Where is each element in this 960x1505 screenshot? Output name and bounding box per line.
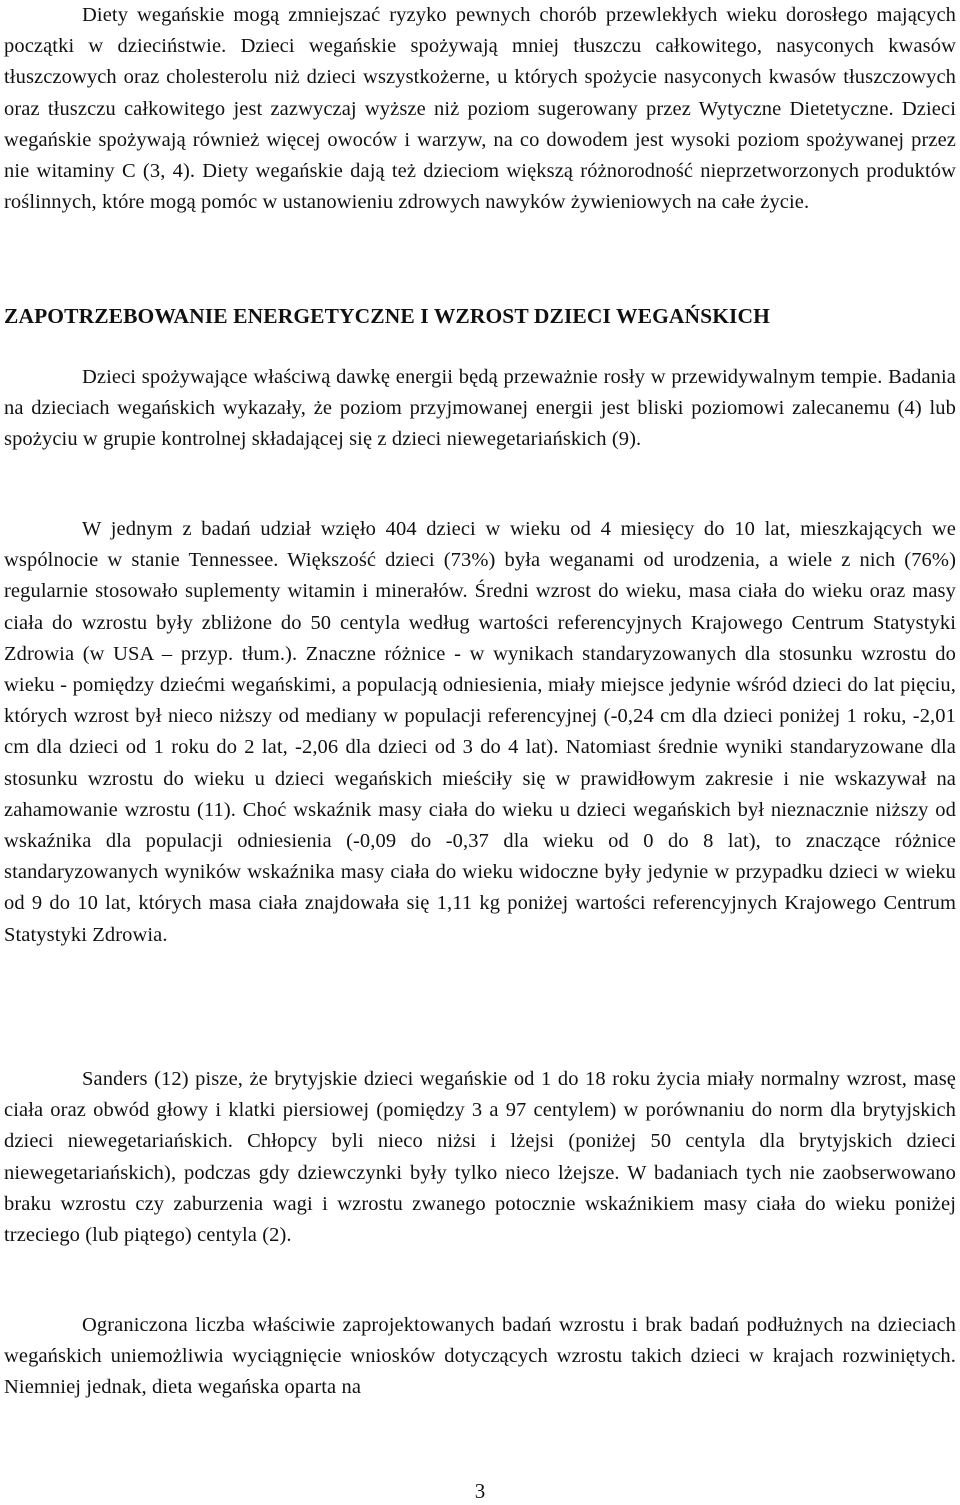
paragraph-tennessee-study: W jednym z badań udział wzięło 404 dzieci w wieku od 4 miesięcy do 10 lat, mieszkających we wspólnocie w stanie Tennessee. Większość dzieci (73%) była weganami od urodzenia, a wiele z nich (76%) regularnie stosowało suplementy witamin i minerałów. Średni wzrost do wieku, masa ciała do wieku oraz masy ciała do wzrostu były zbliżone do 50 centyla według wartości referencyjnych Krajowego Centrum Statystyki Zdrowia (w USA – przyp. tłum.). Znaczne różnice - w wynikach standaryzowanych dla stosunku wzrostu do wieku - pomiędzy dziećmi wegańskimi, a populacją odniesienia, miały miejsce jedynie wśród dzieci do lat pięciu, których wzrost był nieco niższy od mediany w populacji referencyjnej (-0,24 cm dla dzieci poniżej 1 roku, -2,01 cm dla dzieci od 1 roku do 2 lat, -2,06 dla dzieci od 3 do 4 lat). Natomiast średnie wyniki standaryzowane dla stosunku wzrostu do wieku u dzieci wegańskich mieściły się w prawidłowym zakresie i nie wskazywał na zahamowanie wzrostu (11). Choć wskaźnik masy ciała do wieku u dzieci wegańskich był nieznacznie niższy od wskaźnika dla populacji odniesienia (-0,09 do -0,37 dla wieku od 0 do 8 lat), to znaczące różnice standaryzowanych wyników wskaźnika masy ciała do wieku widoczne były jedynie w przypadku dzieci w wieku od 9 do 10 lat, których masa ciała znajdowała się 1,11 kg poniżej wartości referencyjnych Krajowego Centrum Statystyki Zdrowia. <box>4 518 956 946</box>
paragraph-sanders-study: Sanders (12) pisze, że brytyjskie dzieci wegańskie od 1 do 18 roku życia miały normalny wzrost, masę ciała oraz obwód głowy i klatki piersiowej (pomiędzy 3 a 97 centylem) w porównaniu do norm dla brytyjskich dzieci niewegetariańskich. Chłopcy byli nieco niżsi i lżejsi (poniżej 50 centyla dla brytyjskich dzieci niewegetariańskich), podczas gdy dziewczynki były tylko nieco lżejsze. W badaniach tych nie zaobserwowano braku wzrostu czy zaburzenia wagi i wzrostu zwanego potocznie wskaźnikiem masy ciała do wieku poniżej trzeciego (lub piątego) centyla (2). <box>4 1068 956 1247</box>
page-number: 3 <box>474 1479 486 1503</box>
paragraph-vegan-diet-benefits: Diety wegańskie mogą zmniejszać ryzyko pewnych chorób przewlekłych wieku dorosłego mających początki w dzieciństwie. Dzieci wegańskie spożywają mniej tłuszczu całkowitego, nasyconych kwasów tłuszczowych oraz cholesterolu niż dzieci wszystkożerne, u których spożycie nasyconych kwasów tłuszczowych oraz tłuszczu całkowitego jest zazwyczaj wyższe niż poziom sugerowany przez Wytyczne Dietetyczne. Dzieci wegańskie spożywają również więcej owoców i warzyw, na co dowodem jest wysoki poziom spożywanej przez nie witaminy C (3, 4). Diety wegańskie dają też dzieciom większą różnorodność nieprzetworzonych produktów roślinnych, które mogą pomóc w ustanowieniu zdrowych nawyków żywieniowych na całe życie. <box>4 4 956 214</box>
section-heading: ZAPOTRZEBOWANIE ENERGETYCZNE I WZROST DZIECI WEGAŃSKICH <box>4 304 770 328</box>
paragraph-energy-intake: Dzieci spożywające właściwą dawkę energii będą przeważnie rosły w przewidywalnym tempie. Badania na dzieciach wegańskich wykazały, że poziom przyjmowanej energii jest bliski poziomowi zalecanemu (4) lub spożyciu w grupie kontrolnej składającej się z dzieci niewegetariańskich (9). <box>4 366 956 451</box>
paragraph-limited-studies: Ograniczona liczba właściwie zaprojektowanych badań wzrostu i brak badań podłużnych na dzieciach wegańskich uniemożliwia wyciągnięcie wniosków dotyczących wzrostu takich dzieci w krajach rozwiniętych. Niemniej jednak, dieta wegańska oparta na <box>4 1314 956 1399</box>
